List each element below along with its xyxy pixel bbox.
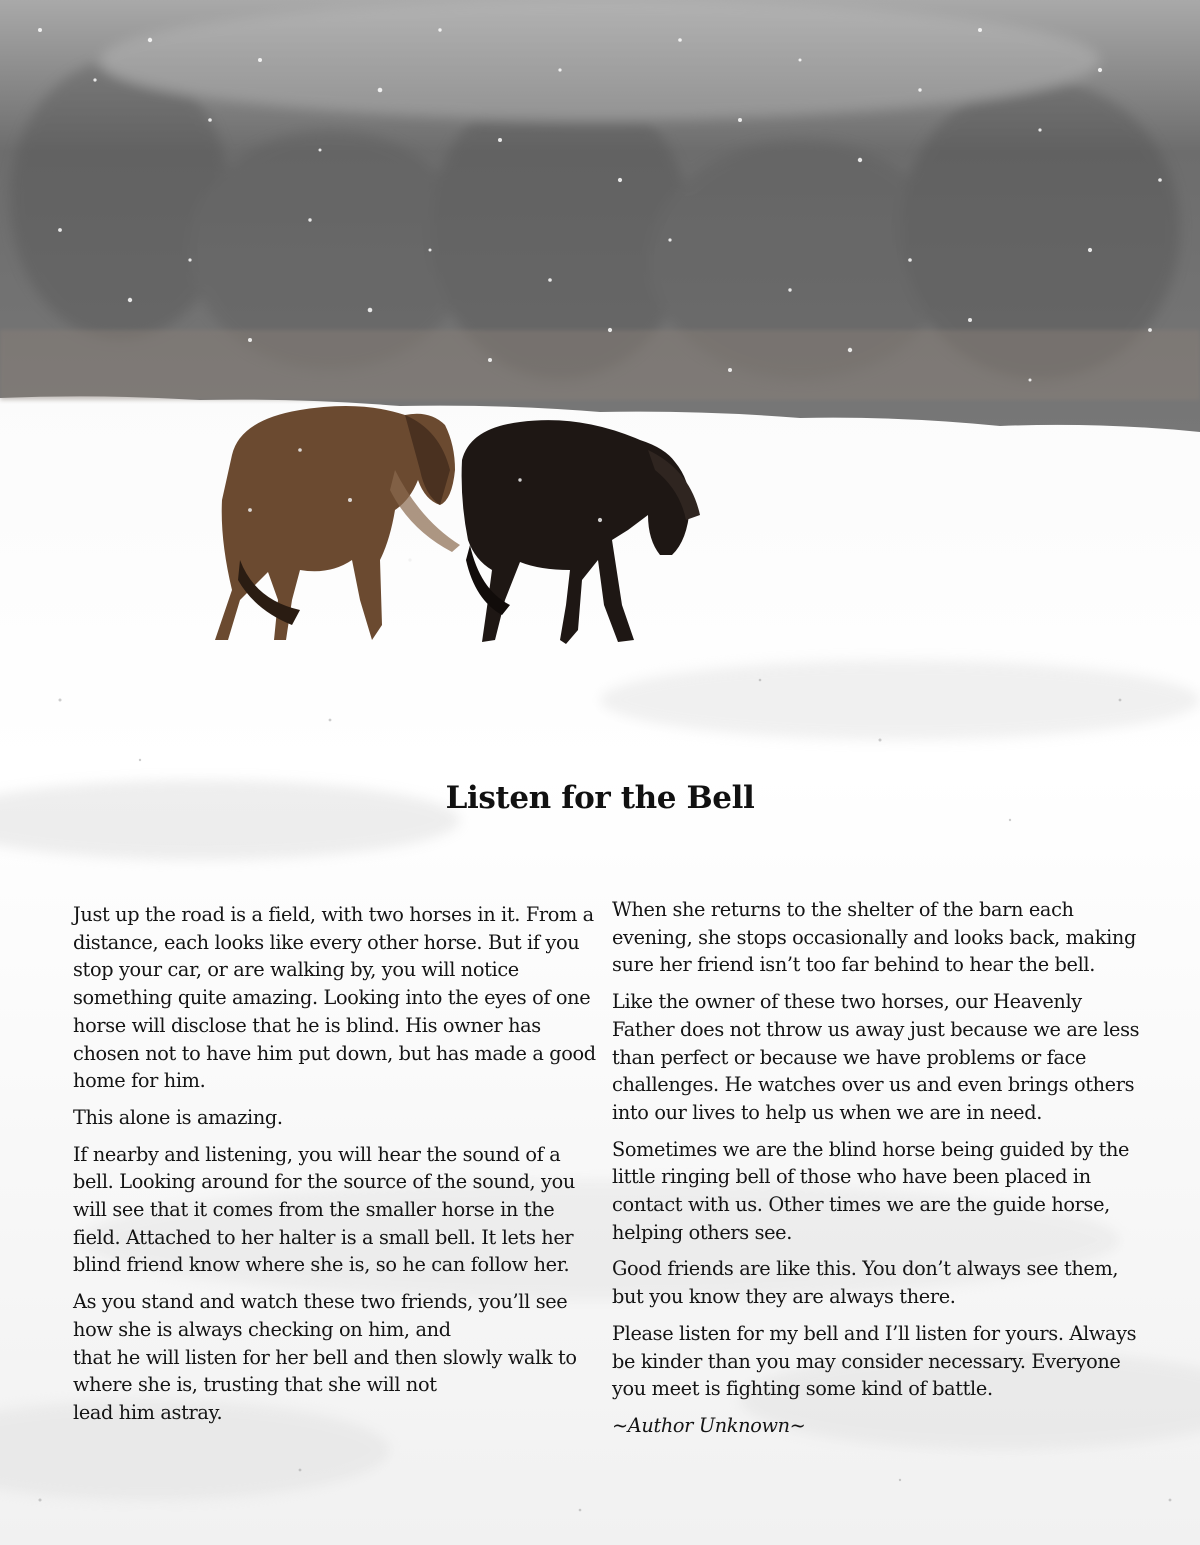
- paragraph: When she returns to the shelter of the barn each evening, she stops occasionally and looks back, making sure her friend isn’t too far behind to hear the bell.: [612, 898, 1136, 977]
- paragraph: [73, 1288, 598, 1427]
- paragraph: Please listen for my bell and I’ll listen for yours. Always be kinder than you may consider necessary. Everyone you meet is fighting some kind of battle.: [612, 1321, 1137, 1401]
- left-column: [73, 901, 598, 1436]
- right-column: [612, 896, 1142, 1449]
- paragraph: If nearby and listening, you will hear the sound of a bell. Looking around for the source of the sound, you will see that it comes from the smaller horse in the field. Attached to her halter is a small bell. It lets her blind friend know where she is, so he can follow her.: [73, 1142, 575, 1277]
- article-title: Listen for the Bell: [445, 780, 755, 816]
- paragraph-line: As you stand and watch these two friends, you’ll see how she is always checking on him, and: [73, 1290, 568, 1341]
- paragraph: Like the owner of these two horses, our Heavenly Father does not throw us away just because we are less than perfect or because we have problems or face challenges. He watches over us and even brings others into our lives to help us when we are in need.: [612, 990, 1140, 1124]
- paragraph-line: lead him astray.: [73, 1400, 223, 1424]
- paragraph: Good friends are like this. You don’t always see them, but you know they are always there.: [612, 1257, 1119, 1309]
- paragraph: Just up the road is a field, with two horses in it. From a distance, each looks like every other horse. But if you stop your car, or are walking by, you will notice something quite amazing. Looking into the eyes of one horse will disclose that he is blind. His owner has chosen not to have him put down, but has made a good home for him.: [73, 903, 596, 1093]
- paragraph: This alone is amazing.: [73, 1105, 283, 1129]
- author-signature: ~Author Unknown~: [612, 1413, 806, 1437]
- brush-band: [0, 330, 1200, 400]
- paragraph-line: that he will listen for her bell and then slowly walk to where she is, trusting that she will not: [73, 1345, 577, 1397]
- paragraph: Sometimes we are the blind horse being guided by the little ringing bell of those who have been placed in contact with us. Other times we are the guide horse, helping others see.: [612, 1137, 1130, 1244]
